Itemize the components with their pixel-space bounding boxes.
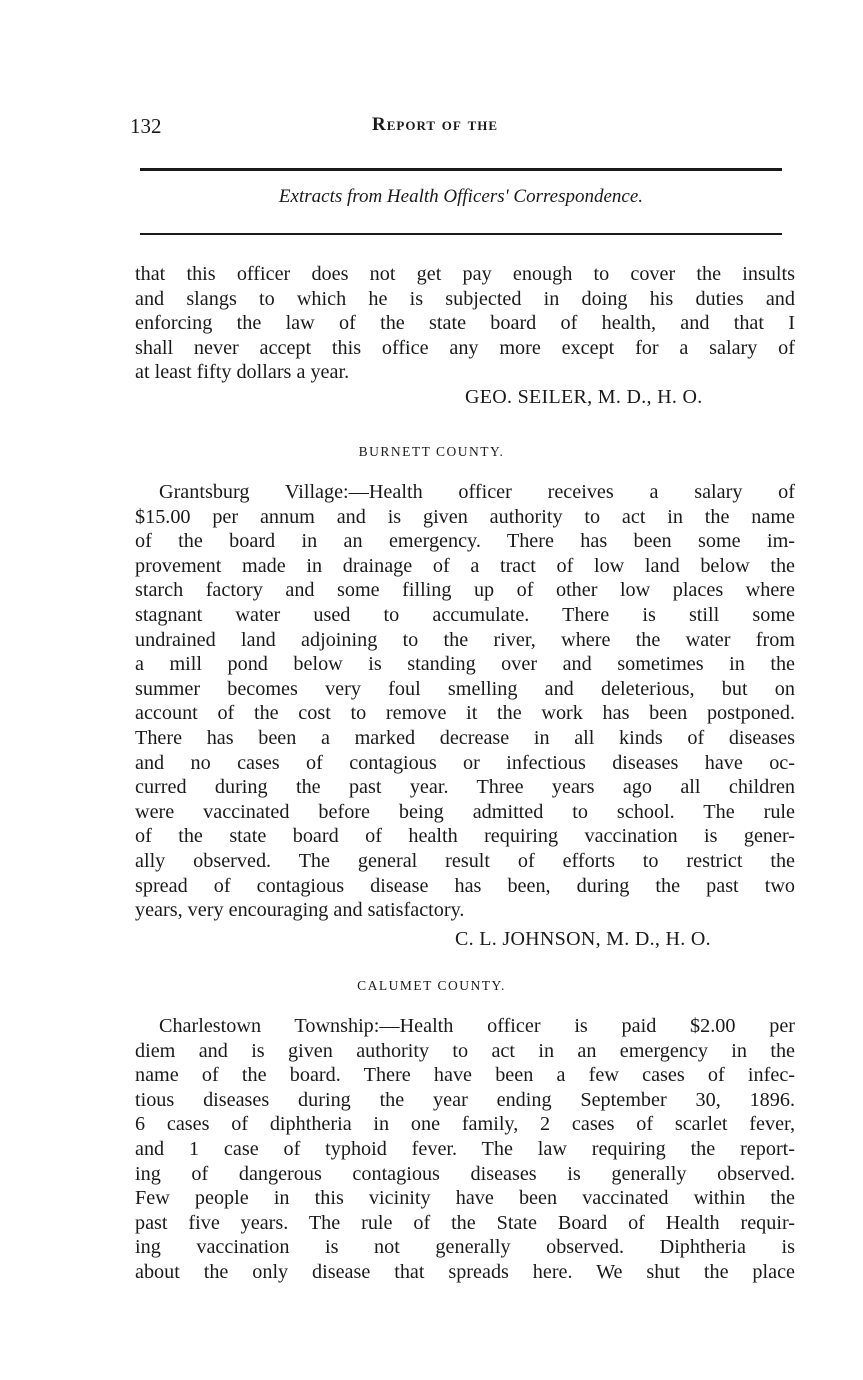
text-line: summer becomes very foul smelling and deleterious, but on — [135, 677, 795, 700]
text-line: Charlestown Township:—Health officer is paid $2.00 per — [159, 1015, 795, 1037]
text-line: account of the cost to remove it the work has been postponed. — [135, 702, 795, 725]
text-line: Grantsburg Village:—Health officer receives a salary of — [159, 481, 795, 503]
burnett-paragraph — [135, 480, 795, 923]
text-line: ing vaccination is not generally observed. Diphtheria is — [135, 1236, 795, 1259]
text-line: provement made in drainage of a tract of low land below the — [135, 554, 795, 577]
signature-seiler: GEO. SEILER, M. D., H. O. — [465, 386, 703, 408]
text-line: enforcing the law of the state board of health, and that I — [135, 312, 795, 335]
text-line: There has been a marked decrease in all kinds of diseases — [135, 726, 795, 749]
text-line: 6 cases of diphtheria in one family, 2 cases of scarlet fever, — [135, 1113, 795, 1136]
text-line: spread of contagious disease has been, during the past two — [135, 874, 795, 897]
county-heading-burnett: BURNETT COUNTY. — [358, 444, 505, 459]
text-line: that this officer does not get pay enough to cover the insults — [135, 263, 795, 285]
text-line: diem and is given authority to act in an emergency in the — [135, 1039, 795, 1062]
text-line: years, very encouraging and satisfactory. — [135, 899, 465, 922]
text-line: about the only disease that spreads here. We shut the place — [135, 1260, 795, 1283]
text-line: of the board in an emergency. There has been some im- — [135, 530, 795, 553]
header-rule-bottom — [140, 233, 782, 235]
text-line: starch factory and some filling up of other low places where — [135, 579, 795, 602]
calumet-paragraph — [135, 1014, 795, 1285]
text-line: and 1 case of typhoid fever. The law requiring the report- — [135, 1137, 795, 1160]
text-line: tious diseases during the year ending September 30, 1896. — [135, 1088, 795, 1111]
text-line: of the state board of health requiring vaccination is gener- — [135, 825, 795, 848]
text-line: were vaccinated before being admitted to school. The rule — [135, 800, 795, 823]
text-line: a mill pond below is standing over and sometimes in the — [135, 653, 795, 676]
text-line: curred during the past year. Three years ago all children — [135, 776, 795, 799]
text-line: and slangs to which he is subjected in doing his duties and — [135, 287, 795, 310]
signature-johnson: C. L. JOHNSON, M. D., H. O. — [455, 928, 711, 950]
text-line: stagnant water used to accumulate. There is still some — [135, 603, 795, 626]
text-line: ing of dangerous contagious diseases is generally observed. — [135, 1162, 795, 1185]
county-heading-calumet: CALUMET COUNTY. — [357, 978, 506, 993]
header-rule-top — [140, 168, 782, 171]
continued-paragraph — [135, 262, 795, 385]
text-line: and no cases of contagious or infectious diseases have oc- — [135, 751, 795, 774]
text-line: undrained land adjoining to the river, where the water from — [135, 628, 795, 651]
text-line: at least fifty dollars a year. — [135, 361, 350, 384]
running-head: Report of the — [372, 114, 499, 135]
text-line: Few people in this vicinity have been vaccinated within the — [135, 1187, 795, 1210]
text-line: $15.00 per annum and is given authority to act in the name — [135, 505, 795, 528]
text-line: name of the board. There have been a few cases of infec- — [135, 1064, 795, 1087]
text-line: past five years. The rule of the State Board of Health requir- — [135, 1211, 795, 1234]
text-line: shall never accept this office any more except for a salary of — [135, 336, 795, 359]
page-number: 132 — [130, 114, 162, 138]
text-line: ally observed. The general result of efforts to restrict the — [135, 849, 795, 872]
section-title: Extracts from Health Officers' Correspondence. — [278, 186, 644, 207]
